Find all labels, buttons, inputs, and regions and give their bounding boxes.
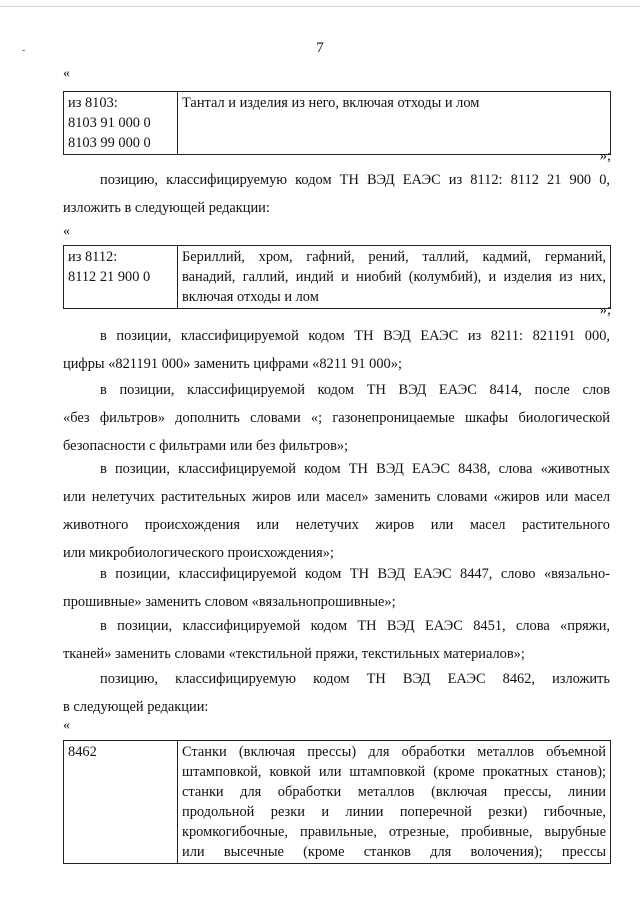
paragraph [63,166,610,222]
paragraph-line: позицию, классифицируемую кодом ТН ВЭД ЕАЭС из 8112: 8112 21 900 0, [100,172,610,188]
description-line: штамповкой, ковкой или штамповкой (кроме прокатных станов); [182,764,606,780]
description-cell [178,246,611,309]
code-line: 8103 99 000 0 [68,135,151,151]
description-line: кромкогибочные, правильные, отрезные, пробивные, вырубные [182,824,606,840]
paragraph [63,560,610,616]
paragraph-line: тканей» заменить словами «текстильной пряжи, текстильных материалов»; [63,646,525,662]
closing-quote: »; [599,148,611,164]
paragraph-line: в позиции, классифицируемой кодом ТН ВЭД ЕАЭС 8438, слова «животных [100,461,610,477]
description-line: станки для обработки металлов (включая прессы, линии [182,784,606,800]
code-table-8462 [63,740,611,864]
paragraph-line: в позиции, классифицируемой кодом ТН ВЭД ЕАЭС 8414, после слов [100,382,610,398]
paragraph-line: прошивные» заменить словом «вязальнопрошивные»; [63,594,396,610]
code-cell [64,741,178,864]
paragraph-line: или нелетучих растительных жиров или масел» заменить словами «жиров или масел [63,489,610,505]
code-line: из 8103: [68,95,118,111]
description-line: продольной резки и линии поперечной резки) гибочные, [182,804,606,820]
paragraph [63,665,610,721]
table-row [64,246,611,309]
paragraph-line: в позиции, классифицируемой кодом ТН ВЭД ЕАЭС 8447, слово «вязально- [100,566,610,582]
paragraph-line: в позиции, классифицируемой кодом ТН ВЭД ЕАЭС 8451, слова «пряжи, [100,618,610,634]
paragraph-line: безопасности с фильтрами или без фильтров»; [63,438,349,454]
paragraph [63,376,610,460]
page-number: 7 [316,40,324,56]
code-cell [64,246,178,309]
opening-quote: « [63,224,70,239]
description-cell [178,92,611,155]
code-cell [64,92,178,155]
paragraph-line: цифры «821191 000» заменить цифрами «8211 91 000»; [63,356,402,372]
paragraph-line: в позиции, классифицируемой кодом ТН ВЭД ЕАЭС из 8211: 821191 000, [100,328,610,344]
code-line: из 8112: [68,249,118,265]
description-cell [178,741,611,864]
paragraph-line: в следующей редакции: [63,699,209,715]
description-line: Станки (включая прессы) для обработки металлов объемной [182,744,606,760]
paragraph-line: или микробиологического происхождения»; [63,545,334,561]
description-line: Бериллий, хром, гафний, рений, таллий, кадмий, германий, [182,249,606,265]
paragraph [63,322,610,378]
code-line: 8103 91 000 0 [68,115,151,131]
paragraph-line: изложить в следующей редакции: [63,200,270,216]
page-top-edge [0,6,640,7]
code-line: 8462 [68,744,97,760]
paragraph-line: животного происхождения или нелетучих жиров или масел растительного [63,517,610,533]
paragraph [63,612,610,668]
description-line: включая отходы и лом [182,289,319,305]
paragraph-line: «без фильтров» дополнить словами «; газонепроницаемые шкафы биологической [63,410,610,426]
closing-quote: »; [599,302,611,318]
table-row [64,741,611,864]
description-line: или высечные (кроме станков для волочения); прессы [182,844,606,860]
opening-quote: « [63,66,70,81]
description-line: ванадий, галлий, индий и ниобий (колумбий), и изделия из них, [182,269,606,285]
table-row [64,92,611,155]
code-table-8112 [63,245,611,309]
opening-quote: « [63,718,70,733]
code-line: 8112 21 900 0 [68,269,151,285]
paragraph-line: позицию, классифицируемую кодом ТН ВЭД ЕАЭС 8462, изложить [100,671,610,687]
code-table-8103 [63,91,611,155]
description-line: Тантал и изделия из него, включая отходы и лом [182,95,480,111]
paragraph [63,455,610,567]
